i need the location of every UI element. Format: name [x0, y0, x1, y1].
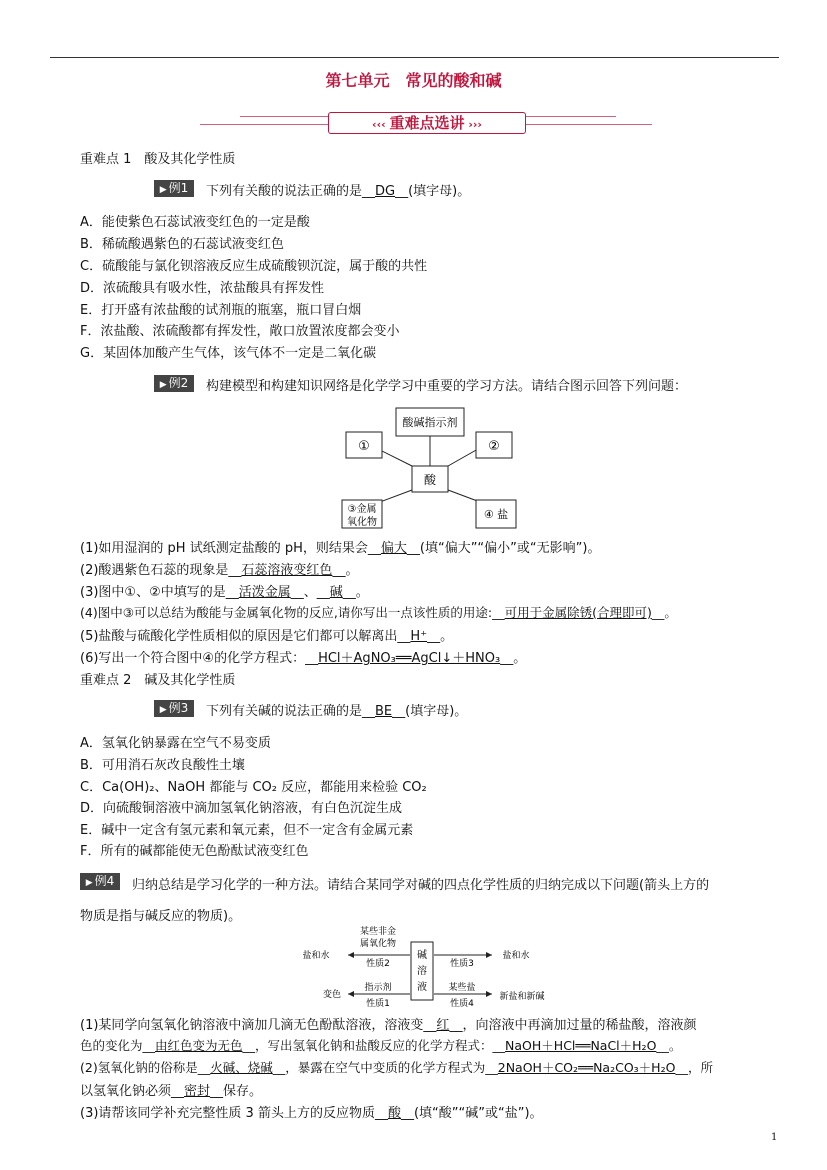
example2-stem: 构建模型和构建知识网络是化学学习中重要的学习方法。请结合图示回答下列问题：	[206, 379, 688, 394]
acid-concept-diagram	[340, 404, 520, 530]
example4-q1-line1: (1)某同学向氢氧化钠溶液中滴加几滴无色酚酞溶液，溶液变__红__，向溶液中再滴加过量的稀盐酸，溶液颜	[80, 1018, 697, 1033]
diagram-right-bottom-label: ④ 盐	[483, 508, 509, 521]
example3-badge: ▶ 例3	[154, 700, 194, 717]
example3-stem: 下列有关碱的说法正确的是__BE__(填字母)。	[206, 704, 468, 719]
example2-q3: (3)图中①、②中填写的是__活泼金属__、__碱__。	[80, 585, 369, 600]
example2-q6: (6)写出一个符合图中④的化学方程式：__HCl＋AgNO₃══AgCl↓＋HNO₃__。	[80, 651, 527, 666]
svg-text:性质1: 性质1	[366, 999, 390, 1009]
diagram-right-top-label: ②	[488, 439, 500, 454]
svg-text:溶: 溶	[417, 966, 427, 977]
diagram-left-top-label: ①	[358, 439, 370, 454]
diagram-center-label: 酸	[423, 473, 437, 487]
svg-text:盐和水: 盐和水	[502, 951, 530, 961]
example3-option: E．碱中一定含有氢元素和氧元素，但不一定含有金属元素	[80, 823, 414, 838]
diagram-top-label: 酸碱指示剂	[402, 416, 458, 429]
example3-option: C．Ca(OH)₂、NaOH 都能与 CO₂ 反应，都能用来检验 CO₂	[80, 780, 427, 795]
example4-q1-line2: 色的变化为__由红色变为无色__，写出氢氧化钠和盐酸反应的化学方程式：__NaOH＋HCl══NaCl＋H₂O__。	[80, 1038, 682, 1053]
example1-badge: ▶ 例1	[154, 180, 194, 197]
section-banner	[200, 112, 652, 134]
example3-option: B．可用消石灰改良酸性土壤	[80, 758, 245, 773]
example2-q2: (2)酸遇紫色石蕊的现象是__石蕊溶液变红色__。	[80, 563, 359, 578]
example1-option: D．浓硫酸具有吸水性，浓盐酸具有挥发性	[80, 281, 325, 296]
example4-badge: ▶ 例4	[80, 873, 120, 890]
svg-text:新盐和新碱: 新盐和新碱	[499, 992, 545, 1002]
example2-badge: ▶ 例2	[154, 375, 194, 392]
header-rule	[50, 57, 779, 58]
page-number: 1	[771, 1132, 778, 1143]
example3-option: F．所有的碱都能使无色酚酞试液变红色	[80, 844, 309, 859]
example1-option: C．硫酸能与氯化钡溶液反应生成硫酸钡沉淀，属于酸的共性	[80, 259, 428, 274]
svg-text:性质4: 性质4	[450, 999, 474, 1009]
focus1-heading: 重难点 1 酸及其化学性质	[80, 152, 236, 167]
svg-text:某些非金: 某些非金	[359, 927, 397, 937]
svg-text:某些盐: 某些盐	[448, 983, 476, 993]
example4-q3: (3)请帮该同学补充完整性质 3 箭头上方的反应物质__酸__(填“酸”“碱”或“盐”)。	[80, 1106, 543, 1121]
svg-text:属氧化物: 属氧化物	[359, 939, 397, 949]
example3-option: D．向硫酸铜溶液中滴加氢氧化钠溶液，有白色沉淀生成	[80, 801, 403, 816]
banner-label: ‹‹‹ 重难点选讲 ›››	[328, 112, 526, 134]
example1-answer: DG	[375, 184, 396, 199]
example1-option: G．某固体加酸产生气体，该气体不一定是二氧化碳	[80, 346, 377, 361]
example4-q2-line1: (2)氢氧化钠的俗称是__火碱、烧碱__，暴露在空气中变质的化学方程式为__2NaOH＋CO₂══Na₂CO₃＋H₂O__，所	[80, 1060, 713, 1075]
example3-answer: BE	[375, 704, 393, 719]
example2-q1: (1)如用湿润的 pH 试纸测定盐酸的 pH，则结果会__偏大__(填“偏大”“偏小”或“无影响”)。	[80, 541, 601, 556]
svg-text:盐和水: 盐和水	[302, 951, 330, 961]
example4-stem-line1: 归纳总结是学习化学的一种方法。请结合某同学对碱的四点化学性质的归纳完成以下问题(箭头上方的	[132, 878, 710, 893]
base-properties-diagram	[296, 922, 556, 1010]
svg-text:性质2: 性质2	[366, 959, 390, 969]
example2-q4: (4)图中③可以总结为酸能与金属氧化物的反应,请你写出一点该性质的用途:__可用于金属除锈(合理即可)__。	[80, 605, 677, 620]
example1-option: E．打开盛有浓盐酸的试剂瓶的瓶塞，瓶口冒白烟	[80, 303, 362, 318]
example4-stem-line2: 物质是指与碱反应的物质)。	[80, 909, 242, 924]
example1-option: F．浓盐酸、浓硫酸都有挥发性，敞口放置浓度都会变小	[80, 324, 400, 339]
svg-text:性质3: 性质3	[450, 959, 474, 969]
example3-option: A．氢氧化钠暴露在空气不易变质	[80, 736, 271, 751]
diagram-left-bottom-label-1: ③金属	[347, 504, 377, 515]
example1-stem: 下列有关酸的说法正确的是__DG__(填字母)。	[206, 184, 471, 199]
focus2-heading: 重难点 2 碱及其化学性质	[80, 673, 236, 688]
example1-option: B．稀硫酸遇紫色的石蕊试液变红色	[80, 237, 284, 252]
example2-q5: (5)盐酸与硫酸化学性质相似的原因是它们都可以解离出__H⁺__。	[80, 629, 454, 644]
svg-text:液: 液	[417, 982, 427, 993]
example4-q2-line2: 以氢氧化钠必须__密封__保存。	[80, 1084, 263, 1099]
page-title: 第七单元 常见的酸和碱	[325, 71, 502, 90]
example1-option: A．能使紫色石蕊试液变红色的一定是酸	[80, 215, 310, 230]
diagram-left-bottom-label-2: 氧化物	[347, 517, 377, 528]
svg-text:碱: 碱	[417, 950, 427, 961]
svg-text:指示剂: 指示剂	[364, 983, 392, 993]
svg-text:变色: 变色	[322, 990, 342, 1000]
